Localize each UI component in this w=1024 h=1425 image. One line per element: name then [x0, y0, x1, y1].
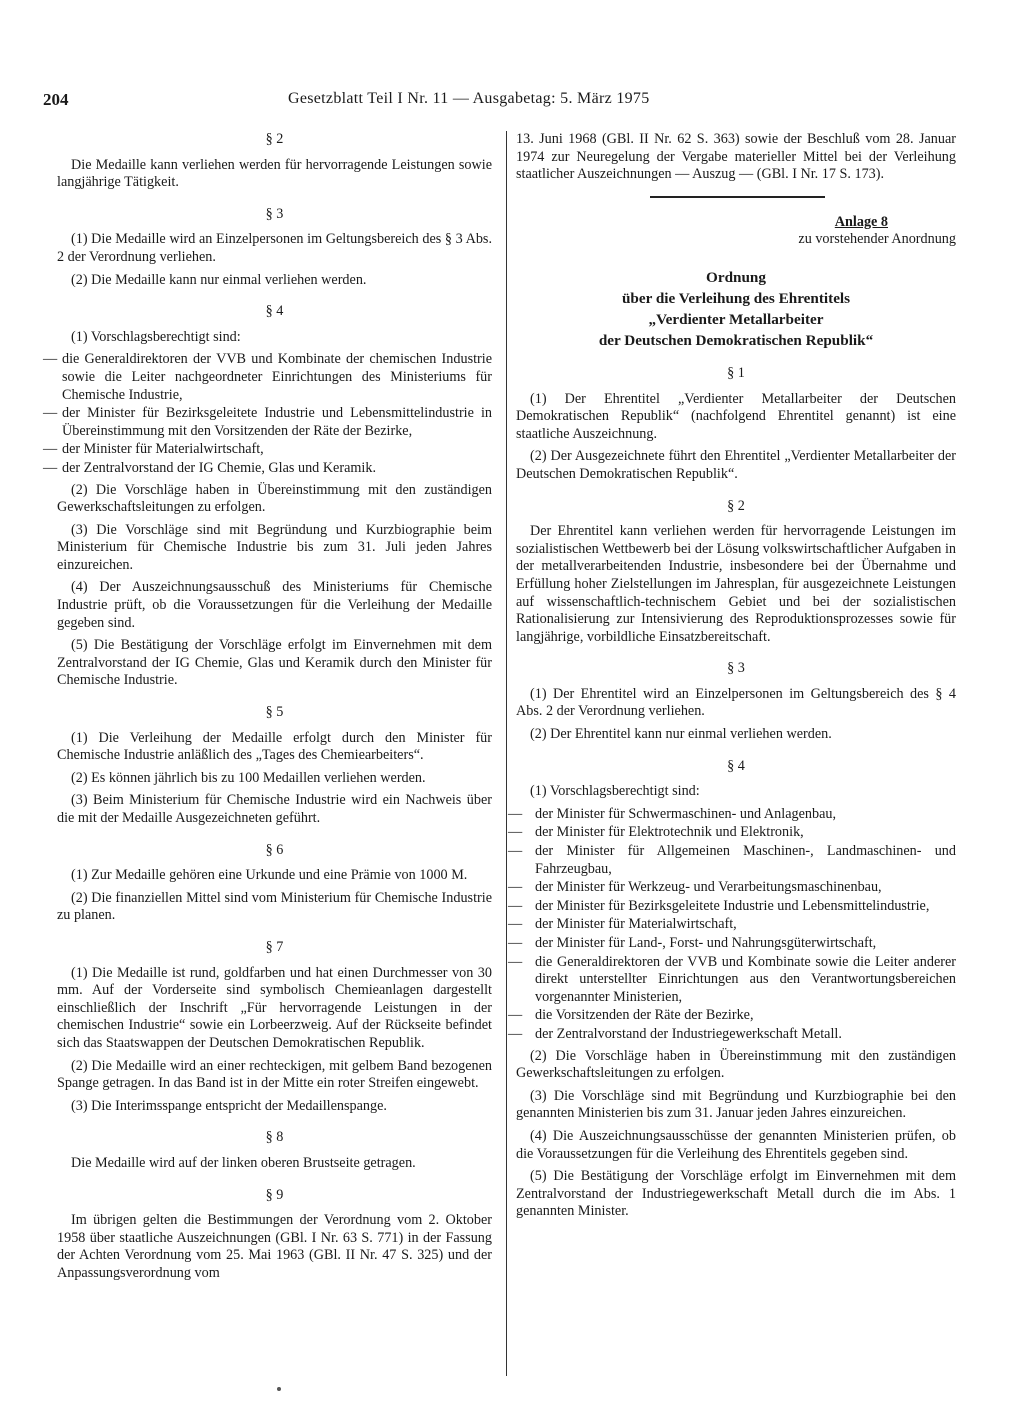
list-item: — der Zentralvorstand der IG Chemie, Glas und Keramik.: [43, 459, 376, 476]
list-item-text: der Zentralvorstand der IG Chemie, Glas und Keramik.: [62, 459, 376, 476]
section-heading: § 6: [265, 841, 284, 858]
list-item-text: der Minister für Elektrotechnik und Elektronik,: [535, 824, 804, 841]
list-item-text: der Minister für Materialwirtschaft,: [62, 441, 264, 458]
list-item: — der Minister für Elektrotechnik und Elektronik,: [508, 824, 804, 841]
list-item: — der Minister für Land-, Forst- und Nahrungsgüterwirtschaft,: [508, 935, 877, 951]
right-column: [508, 131, 956, 1226]
section-heading: § 4: [727, 757, 745, 774]
list-item: — der Zentralvorstand der Industriegewerkschaft Metall.: [508, 1025, 842, 1042]
paragraph: Die Medaille wird auf der linken oberen Brustseite getragen.: [71, 1154, 416, 1171]
list-item-text: der Minister für Bezirksgeleitete Industrie und Lebensmittelindustrie in Übereinstimmung mit den Vorsitzenden der Räte der Bezirke,: [62, 405, 492, 439]
annex-subtitle: zu vorstehender Anordnung: [798, 231, 956, 248]
paragraph: (1) Vorschlagsberechtigt sind:: [71, 328, 241, 345]
list-item-text: der Zentralvorstand der Industriegewerkschaft Metall.: [535, 1025, 842, 1042]
section-heading: § 7: [265, 938, 284, 955]
list-item: — die Vorsitzenden der Räte der Bezirke,: [508, 1007, 754, 1024]
annex-label: Anlage 8: [834, 213, 888, 230]
document-title: [516, 267, 956, 351]
list-item-text: der Minister für Werkzeug- und Verarbeitungsmaschinenbau,: [535, 879, 882, 896]
paragraph: Der Ehrentitel kann verliehen werden für hervorragende Leistungen im sozialistischen Wettbewerb bei der Lösung volkswirtschaftlicher Aufgaben in der metallverarbeitenden Industrie, insbesondere bei der Übernahme und Erfüllung hoher Zielstellungen im Jahresplan, für ausgezeichnete Leistungen auf wissenschaftlich-technischem Gebiet und bei der sozialistischen Rationalisierung zur Intensivierung des Reproduktionsprozesses sowie für langjährige, vorbildliche Einsatzbereitschaft.: [516, 523, 956, 645]
header-title: Gesetzblatt Teil I Nr. 11 — Ausgabetag: 5. März 1975: [288, 90, 650, 107]
list-item: — der Minister für Materialwirtschaft,: [43, 441, 264, 458]
list-item: — der Minister für Bezirksgeleitete Industrie und Lebensmittelindustrie,: [508, 897, 930, 914]
separator-rule: [650, 196, 825, 198]
paragraph: (3) Die Vorschläge sind mit Begründung und Kurzbiographie beim Ministerium für Chemische Industrie bis zum 31. Juli jeden Jahres einzureichen.: [57, 521, 492, 573]
paragraph: 13. Juni 1968 (GBl. II Nr. 62 S. 363) sowie der Beschluß vom 28. Januar 1974 zur Neuregelung der Vergabe materieller Mittel bei der Verleihung staatlicher Auszeichnungen — Auszug — (GBl. I Nr. 17 S. 173).: [516, 131, 956, 183]
paragraph: (3) Die Vorschläge sind mit Begründung und Kurzbiographie bei den genannten Ministerien bis zum 31. Januar jeden Jahres einzureichen.: [516, 1087, 956, 1122]
section-heading: § 9: [265, 1186, 284, 1203]
section-heading: § 2: [265, 131, 284, 147]
list-item-text: die Generaldirektoren der VVB und Kombinate der chemischen Industrie sowie die Leiter nachgeordneter Einrichtungen des Ministeriums für Chemische Industrie,: [62, 351, 492, 403]
paragraph: (3) Die Interimsspange entspricht der Medaillenspange.: [71, 1097, 387, 1114]
column-divider: [506, 131, 507, 1376]
list-item-text: der Minister für Schwermaschinen- und Anlagenbau,: [535, 805, 837, 822]
title-line: Ordnung: [706, 268, 766, 286]
list-item: — der Minister für Allgemeinen Maschinen-, Landmaschinen- und Fahrzeugbau,: [508, 843, 956, 877]
list-item: — die Generaldirektoren der VVB und Kombinate der chemischen Industrie sowie die Leiter nachgeordneter Einrichtungen des Ministeriums für Chemische Industrie,: [43, 351, 492, 403]
section-heading: § 3: [727, 660, 745, 677]
list-item-text: der Minister für Allgemeinen Maschinen-, Landmaschinen- und Fahrzeugbau,: [535, 843, 956, 877]
paragraph: (5) Die Bestätigung der Vorschläge erfolgt im Einvernehmen mit dem Zentralvorstand der IG Chemie, Glas und Keramik durch den Minister für Chemische Industrie.: [57, 637, 492, 689]
list-item: — die Generaldirektoren der VVB und Kombinate sowie die Leiter anderer direkt unterstellter Einrichtungen aus den Verantwortungsbereichen vorgenannter Ministerien,: [508, 953, 956, 1005]
proposer-list: [508, 805, 956, 1044]
left-column: [43, 131, 492, 1287]
list-item-text: die Vorsitzenden der Räte der Bezirke,: [535, 1007, 754, 1024]
page-number: 204: [43, 90, 69, 109]
paragraph: Die Medaille kann verliehen werden für hervorragende Leistungen sowie langjährige Tätigkeit.: [57, 156, 492, 191]
list-item-text: der Minister für Materialwirtschaft,: [535, 916, 737, 933]
list-item: — der Minister für Bezirksgeleitete Industrie und Lebensmittelindustrie in Übereinstimmung mit den Vorsitzenden der Räte der Bezirke,: [43, 405, 492, 439]
section-heading: § 5: [265, 704, 284, 721]
list-item: — der Minister für Schwermaschinen- und Anlagenbau,: [508, 805, 837, 822]
paragraph: (1) Die Verleihung der Medaille erfolgt durch den Minister für Chemische Industrie anläßlich des „Tages des Chemiearbeiters“.: [57, 729, 492, 764]
paragraph: (4) Die Auszeichnungsausschüsse der genannten Ministerien prüfen, ob die Voraussetzungen für die Verleihung des Ehrentitels gegeben sind.: [516, 1127, 956, 1162]
ink-speck: [277, 1387, 281, 1391]
paragraph: (2) Die Vorschläge haben in Übereinstimmung mit den zuständigen Gewerkschaftsleitungen zu erfolgen.: [516, 1047, 956, 1082]
list-item-text: die Generaldirektoren der VVB und Kombinate sowie die Leiter anderer direkt unterstellter Einrichtungen aus den Verantwortungsbereichen vorgenannter Ministerien,: [535, 953, 956, 1005]
page-header: [43, 90, 743, 112]
list-item-text: der Minister für Land-, Forst- und Nahrungsgüterwirtschaft,: [535, 935, 877, 951]
paragraph: (4) Der Auszeichnungsausschuß des Ministeriums für Chemische Industrie prüft, ob die Voraussetzungen für die Verleihung der Medaille gegeben sind.: [57, 579, 492, 631]
section-heading: § 3: [265, 205, 284, 222]
paragraph: (2) Die Medaille kann nur einmal verliehen werden.: [71, 271, 367, 288]
paragraph: (2) Die Medaille wird an einer rechteckigen, mit gelbem Band bezogenen Spange getragen. In das Band ist in der Mitte ein roter Streifen eingewebt.: [57, 1057, 492, 1092]
paragraph: (2) Der Ausgezeichnete führt den Ehrentitel „Verdienter Metallarbeiter der Deutschen Demokratischen Republik“.: [516, 448, 956, 482]
title-line: über die Verleihung des Ehrentitels: [621, 289, 851, 307]
section-heading: § 4: [265, 303, 284, 320]
section-heading: § 8: [265, 1129, 284, 1146]
title-line: der Deutschen Demokratischen Republik“: [598, 331, 874, 349]
paragraph: (2) Die Vorschläge haben in Übereinstimmung mit den zuständigen Gewerkschaftsleitungen zu erfolgen.: [57, 481, 492, 516]
proposer-list: [43, 351, 492, 477]
paragraph: Im übrigen gelten die Bestimmungen der Verordnung vom 2. Oktober 1958 über staatliche Auszeichnungen (GBl. I Nr. 63 S. 771) in der Fassung der Achten Verordnung vom 25. Mai 1963 (GBl. II Nr. 47 S. 325) und der Anpassungsverordnung vom: [57, 1212, 492, 1281]
section-heading: § 1: [727, 364, 745, 381]
list-item: — der Minister für Materialwirtschaft,: [508, 916, 737, 933]
section-heading: § 2: [727, 497, 745, 514]
list-item-text: der Minister für Bezirksgeleitete Industrie und Lebensmittelindustrie,: [535, 897, 930, 914]
paragraph: (1) Vorschlagsberechtigt sind:: [530, 783, 700, 800]
paragraph: (1) Der Ehrentitel „Verdienter Metallarbeiter der Deutschen Demokratischen Republik“ (nachfolgend Ehrentitel genannt) ist eine staatliche Auszeichnung.: [516, 390, 956, 442]
paragraph: (2) Es können jährlich bis zu 100 Medaillen verliehen werden.: [71, 769, 426, 786]
paragraph: (1) Die Medaille wird an Einzelpersonen im Geltungsbereich des § 3 Abs. 2 der Verordnung verliehen.: [57, 231, 492, 265]
paragraph: (2) Der Ehrentitel kann nur einmal verliehen werden.: [530, 726, 832, 743]
list-item: — der Minister für Werkzeug- und Verarbeitungsmaschinenbau,: [508, 879, 882, 896]
paragraph: (1) Zur Medaille gehören eine Urkunde und eine Prämie von 1000 M.: [71, 867, 468, 884]
title-line: „Verdienter Metallarbeiter: [648, 310, 824, 328]
paragraph: (3) Beim Ministerium für Chemische Industrie wird ein Nachweis über die mit der Medaille Ausgezeichneten geführt.: [57, 792, 492, 826]
paragraph: (5) Die Bestätigung der Vorschläge erfolgt im Einvernehmen mit dem Zentralvorstand der Industriegewerkschaft Metall durch die im Abs. 1 genannten Minister.: [516, 1168, 956, 1220]
paragraph: (1) Der Ehrentitel wird an Einzelpersonen im Geltungsbereich des § 4 Abs. 2 der Verordnung verliehen.: [516, 685, 956, 720]
paragraph: (2) Die finanziellen Mittel sind vom Ministerium für Chemische Industrie zu planen.: [57, 889, 492, 924]
paragraph: (1) Die Medaille ist rund, goldfarben und hat einen Durchmesser von 30 mm. Auf der Vorderseite sind symbolisch Chemieanlagen dargestellt einschließlich der Inschrift „Für hervorragende Leistungen in der chemischen Industrie“ sowie ein Lorbeerzweig. Auf der Rückseite befindet sich das Staatswappen der Deutschen Demokratischen Republik.: [57, 964, 492, 1051]
